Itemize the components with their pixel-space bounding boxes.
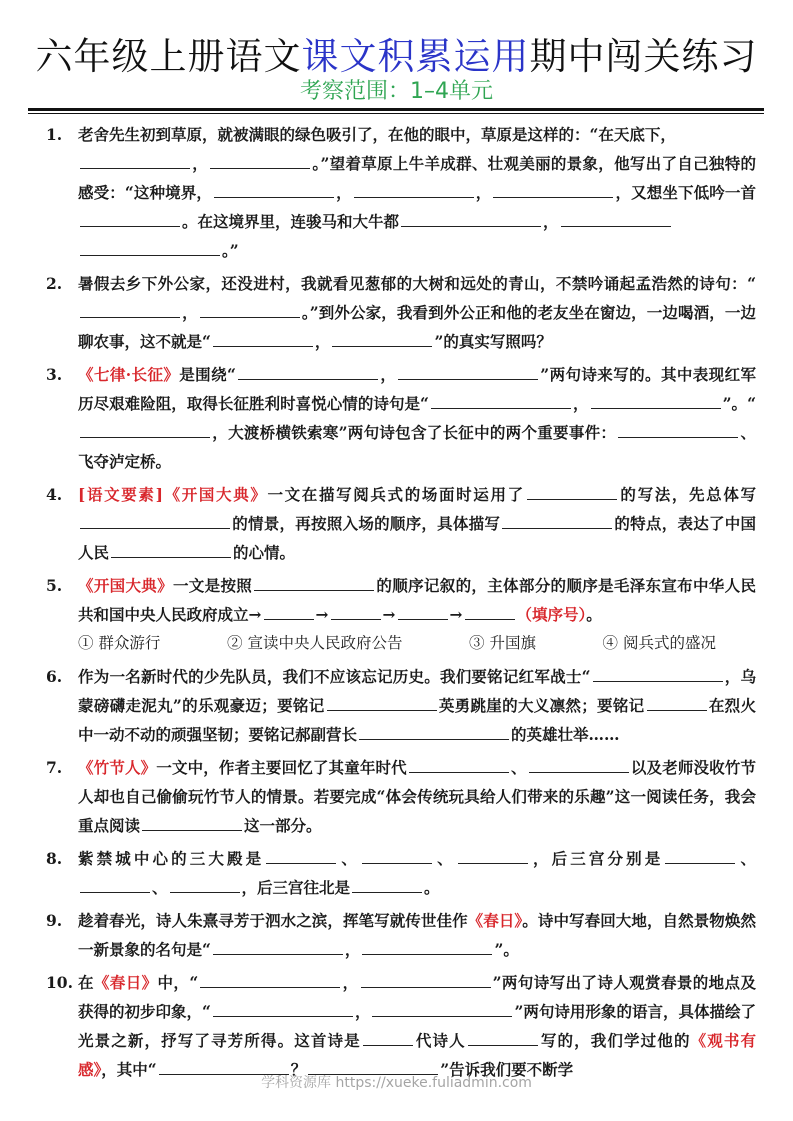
text: ， (354, 1002, 371, 1021)
question-3 (46, 360, 756, 476)
text: 、 (434, 849, 456, 868)
page-subtitle: 考察范围：1–4单元 (300, 79, 493, 104)
text: 的顺序记叙的，主体部分的顺序是毛泽东宣布中华人民共和国中央人民政府成立→ (78, 576, 756, 624)
text: ，后三宫分别是 (529, 849, 664, 868)
text: ，又想坐下低吟一首 (615, 183, 756, 202)
text: ， (192, 154, 209, 173)
answer-blank[interactable] (214, 181, 334, 198)
text: 。在这境界里，连骏马和大牛都 (182, 212, 400, 231)
answer-blank[interactable] (80, 239, 220, 256)
answer-blank[interactable] (354, 181, 474, 198)
text: 。” (222, 241, 239, 260)
text-title-ref: 《竹节人》 (78, 758, 157, 777)
answer-blank[interactable] (80, 876, 150, 893)
answer-blank[interactable] (468, 1029, 538, 1046)
question-number: 1. (46, 125, 63, 144)
text: ，乌蒙磅礴走泥丸”的乐观豪迈；要铭记 (78, 667, 756, 715)
divider-thin (28, 113, 764, 114)
option-item: ② 宣读中央人民政府公告 (227, 634, 403, 652)
option-item: ④ 阅兵式的盛况 (602, 634, 716, 652)
question-number: 8. (46, 849, 63, 868)
text: ？ (290, 1060, 307, 1079)
text: 。 (586, 605, 602, 624)
text: 暑假去乡下外公家，还没进村，我就看见葱郁的大树和远处的青山，不禁吟诵起孟浩然的诗句：“ (78, 274, 756, 293)
answer-blank[interactable] (409, 756, 509, 773)
answer-blank[interactable] (213, 330, 313, 347)
text: 作为一名新时代的少先队员，我们不应该忘记历史。我们要铭记红军战士“ (78, 667, 591, 686)
text: 的写法，先总体写 (618, 485, 756, 504)
text: 这一部分。 (244, 816, 322, 835)
answer-blank[interactable] (458, 847, 528, 864)
answer-blank[interactable] (401, 210, 541, 227)
text: 以及老师没收竹节人却也自己偷偷玩竹节人的情景。若要完成“体会传统玩具给人们带来的乐趣”这一阅读任务，我会重点阅读 (78, 758, 756, 835)
answer-blank[interactable] (352, 876, 422, 893)
answer-blank[interactable] (398, 363, 538, 380)
text: 老舍先生初到草原，就被满眼的绿色吸引了，在他的眼中，草原是这样的：“在天底下， (78, 125, 676, 144)
text: ”。“ (722, 394, 756, 413)
answer-blank[interactable] (111, 541, 231, 558)
title-part2: 期中闯关练习 (529, 35, 758, 78)
answer-blank[interactable] (647, 694, 707, 711)
tag-label: [语文要素] (78, 485, 163, 504)
title-part1: 六年级上册语文 (35, 35, 302, 78)
text: ，后三宫往北是 (241, 878, 351, 897)
text: ，其中“ (101, 1060, 157, 1079)
text: 的特点，表达了中国人民 (78, 514, 756, 562)
question-5 (46, 571, 756, 658)
text: 。 (424, 878, 440, 897)
text: 中，“ (157, 973, 199, 992)
answer-blank[interactable] (493, 181, 613, 198)
answer-blank[interactable] (618, 421, 738, 438)
question-10 (46, 968, 756, 1084)
question-number: 2. (46, 274, 63, 293)
answer-blank[interactable] (80, 421, 210, 438)
text-title-ref: 《开国大典》 (162, 485, 268, 504)
text: 、 (737, 849, 756, 868)
text: 是围绕“ (179, 365, 236, 384)
text: ， (475, 183, 492, 202)
answer-blank[interactable] (170, 876, 240, 893)
answer-blank[interactable] (80, 210, 180, 227)
text: ”的真实写照吗？ (434, 332, 552, 351)
text: 、 (338, 849, 361, 868)
answer-blank[interactable] (213, 1000, 353, 1017)
text: 在 (78, 973, 94, 992)
text: ”两句诗用形象的语言，具体描绘了光景之新，抒写了寻芳所得。这首诗是 (78, 1002, 756, 1050)
answer-blank[interactable] (210, 152, 310, 169)
answer-blank[interactable] (561, 210, 671, 227)
text-title-ref: 《七律·长征》 (78, 365, 180, 384)
answer-blank[interactable] (431, 392, 571, 409)
answer-blank[interactable] (593, 665, 723, 682)
answer-blank[interactable] (80, 301, 180, 318)
text: 。”到外公家，我看到外公正和他的老友坐在窗边，一边喝酒，一边聊农事，这不就是“ (78, 303, 756, 351)
text: ， (379, 365, 397, 384)
text-title-ref: 《春日》 (467, 911, 523, 930)
question-number: 9. (46, 911, 63, 930)
question-number: 7. (46, 758, 63, 777)
answer-blank[interactable] (372, 1000, 512, 1017)
text: ， (342, 973, 359, 992)
text-title-ref: 《开国大典》 (78, 576, 173, 595)
text: 趁着春光，诗人朱熹寻芳于泗水之滨，挥笔写就传世佳作 (78, 911, 468, 930)
text: 的心情。 (233, 543, 296, 562)
question-6 (46, 662, 756, 749)
text: ， (182, 303, 198, 322)
question-number: 4. (46, 485, 63, 504)
text: 的情景，再按照入场的顺序，具体描写 (232, 514, 501, 533)
arrow-icon: → (449, 605, 463, 624)
text-title-ref: 《春日》 (93, 973, 158, 992)
answer-blank[interactable] (465, 603, 515, 620)
text: 一文中，作者主要回忆了其童年时代 (156, 758, 407, 777)
answer-blank[interactable] (398, 603, 448, 620)
arrow-icon: → (382, 605, 396, 624)
text: 。”望着草原上牛羊成群、壮观美丽的景象，他写出了自己独特的感受：“这种境界， (78, 154, 756, 202)
question-list (46, 120, 756, 1088)
text: 紫禁城中心的三大殿是 (78, 849, 265, 868)
answer-blank[interactable] (266, 847, 336, 864)
text: 、飞夺泸定桥。 (78, 423, 756, 471)
answer-blank[interactable] (332, 330, 432, 347)
answer-blank[interactable] (254, 574, 374, 591)
answer-blank[interactable] (363, 1029, 413, 1046)
text: ， (314, 332, 331, 351)
answer-blank[interactable] (502, 512, 612, 529)
answer-blank[interactable] (665, 847, 735, 864)
question-8 (46, 844, 756, 902)
text: ， (335, 183, 352, 202)
text: 。诗中写春回大地，自然景物焕然一新景象的名句是“ (78, 911, 756, 959)
text: 、 (510, 758, 527, 777)
answer-blank[interactable] (80, 512, 230, 529)
question-1 (46, 120, 756, 265)
answer-blank[interactable] (591, 392, 721, 409)
text: ”两句诗写出了诗人观赏春景的地点及获得的初步印象，“ (78, 973, 756, 1021)
question-9 (46, 906, 756, 964)
answer-blank[interactable] (529, 756, 629, 773)
text: 英勇跳崖的大义凛然；要铭记 (438, 696, 645, 715)
question-7 (46, 753, 756, 840)
text: ， (572, 394, 589, 413)
answer-blank[interactable] (264, 603, 314, 620)
title-highlight: 课文积累运用 (301, 35, 530, 78)
text: ， (344, 940, 361, 959)
answer-blank[interactable] (142, 814, 242, 831)
page-title (0, 26, 793, 80)
option-item: ① 群众游行 (78, 634, 161, 652)
question-2 (46, 269, 756, 356)
text: ，大渡桥横铁索寒”两句诗包含了长征中的两个重要事件： (212, 423, 617, 442)
question-number: 6. (46, 667, 63, 686)
hint-label: （填序号） (516, 605, 587, 624)
text-title-ref: 《观书有感》 (78, 1031, 756, 1079)
answer-blank[interactable] (331, 603, 381, 620)
question-number: 3. (46, 365, 63, 384)
answer-blank[interactable] (327, 694, 437, 711)
text: 代诗人 (414, 1031, 466, 1050)
text: ”。 (494, 940, 519, 959)
option-item: ③ 升国旗 (469, 634, 536, 652)
answer-blank[interactable] (361, 971, 491, 988)
answer-blank[interactable] (362, 938, 492, 955)
text: 写的，我们学过他的 (539, 1031, 691, 1050)
answer-blank[interactable] (200, 301, 300, 318)
answer-blank[interactable] (200, 971, 340, 988)
text: 一文是按照 (172, 576, 253, 595)
question-4 (46, 480, 756, 567)
answer-blank[interactable] (80, 152, 190, 169)
text: ， (543, 212, 559, 231)
text: 在烈火中一动不动的顽强坚韧；要铭记郝副营长 (78, 696, 756, 744)
text: 的英雄壮举…… (511, 725, 620, 744)
text: ”两句诗来写的。其中表现红军历尽艰难险阻，取得长征胜利时喜悦心情的诗句是“ (78, 365, 756, 413)
option-list (78, 629, 756, 658)
answer-blank[interactable] (362, 847, 432, 864)
answer-blank[interactable] (238, 363, 378, 380)
text: 一文在描写阅兵式的场面时运用了 (267, 485, 525, 504)
answer-blank[interactable] (527, 483, 617, 500)
question-number: 5. (46, 576, 63, 595)
answer-blank[interactable] (213, 938, 343, 955)
text: ”告诉我们要不断学 (440, 1060, 574, 1079)
watermark: 学科资源库 https://xueke.fuliadmin.com (261, 1075, 532, 1091)
arrow-icon: → (315, 605, 329, 624)
answer-blank[interactable] (359, 723, 509, 740)
text: 、 (152, 878, 168, 897)
divider-thick (28, 108, 764, 111)
question-number: 10. (46, 973, 73, 992)
